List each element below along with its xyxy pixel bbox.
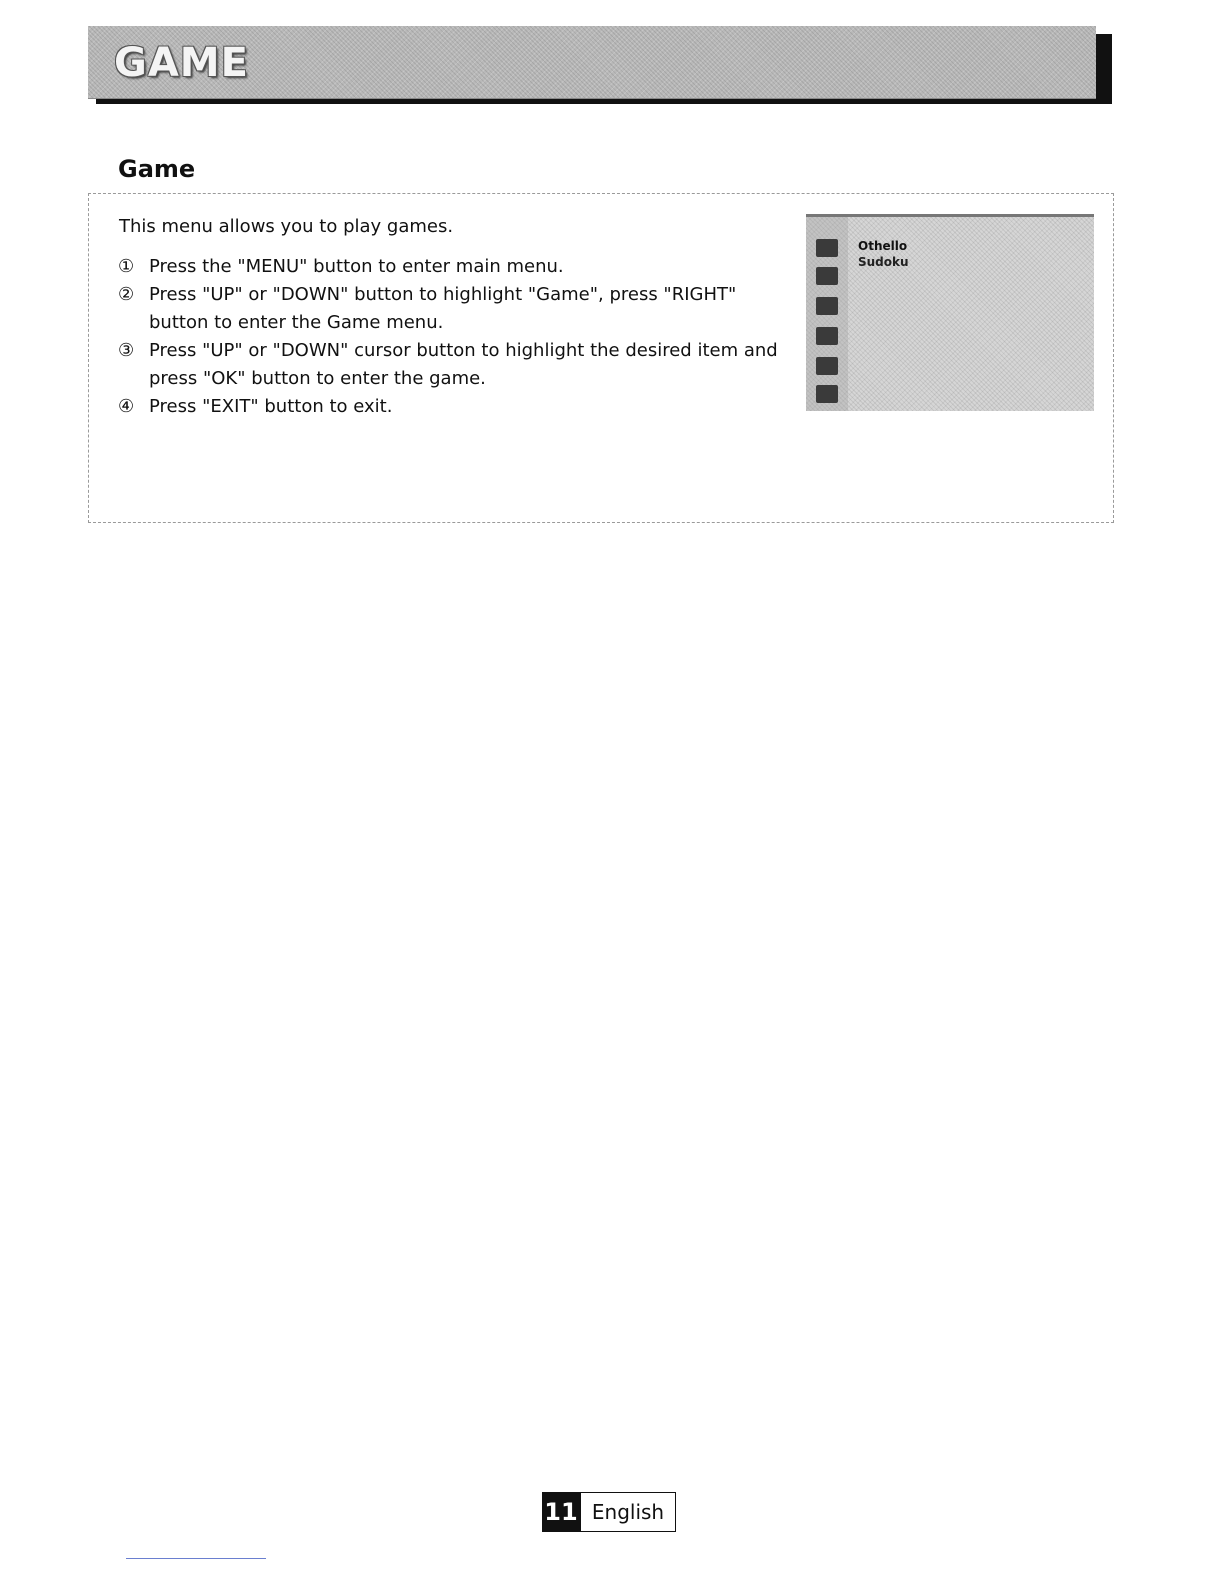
step-text: Press "UP" or "DOWN" button to highlight "Game", press "RIGHT" button to enter the Game menu. xyxy=(149,284,737,333)
step-item xyxy=(118,393,788,421)
step-item xyxy=(118,281,788,337)
step-number: ① xyxy=(118,256,135,277)
step-item xyxy=(118,337,788,393)
game-menu-screenshot xyxy=(806,214,1094,411)
system-icon xyxy=(816,385,838,403)
settings-icon xyxy=(816,297,838,315)
menu-item-sudoku: Sudoku xyxy=(858,255,909,269)
satellite-icon xyxy=(816,267,838,285)
step-number: ② xyxy=(118,284,135,305)
menu-sidebar xyxy=(806,217,848,411)
steps-list xyxy=(118,253,788,421)
step-number: ④ xyxy=(118,396,135,417)
step-text: Press the "MENU" button to enter main menu. xyxy=(149,256,564,277)
step-text: Press "EXIT" button to exit. xyxy=(149,396,393,417)
menu-item-othello: Othello xyxy=(858,239,908,253)
step-number: ③ xyxy=(118,340,135,361)
page-number: 11 xyxy=(542,1492,580,1532)
tv-icon xyxy=(816,239,838,257)
page-language: English xyxy=(580,1492,676,1532)
game-icon xyxy=(816,357,838,375)
banner-shadow-right xyxy=(1096,34,1112,104)
step-item xyxy=(118,253,788,281)
page-title: GAME xyxy=(114,40,249,86)
intro-text: This menu allows you to play games. xyxy=(119,216,454,237)
step-text: Press "UP" or "DOWN" cursor button to highlight the desired item and press "OK" button to enter the game. xyxy=(149,340,778,389)
section-heading: Game xyxy=(118,155,196,183)
bottom-rule xyxy=(126,1558,266,1559)
lock-icon xyxy=(816,327,838,345)
